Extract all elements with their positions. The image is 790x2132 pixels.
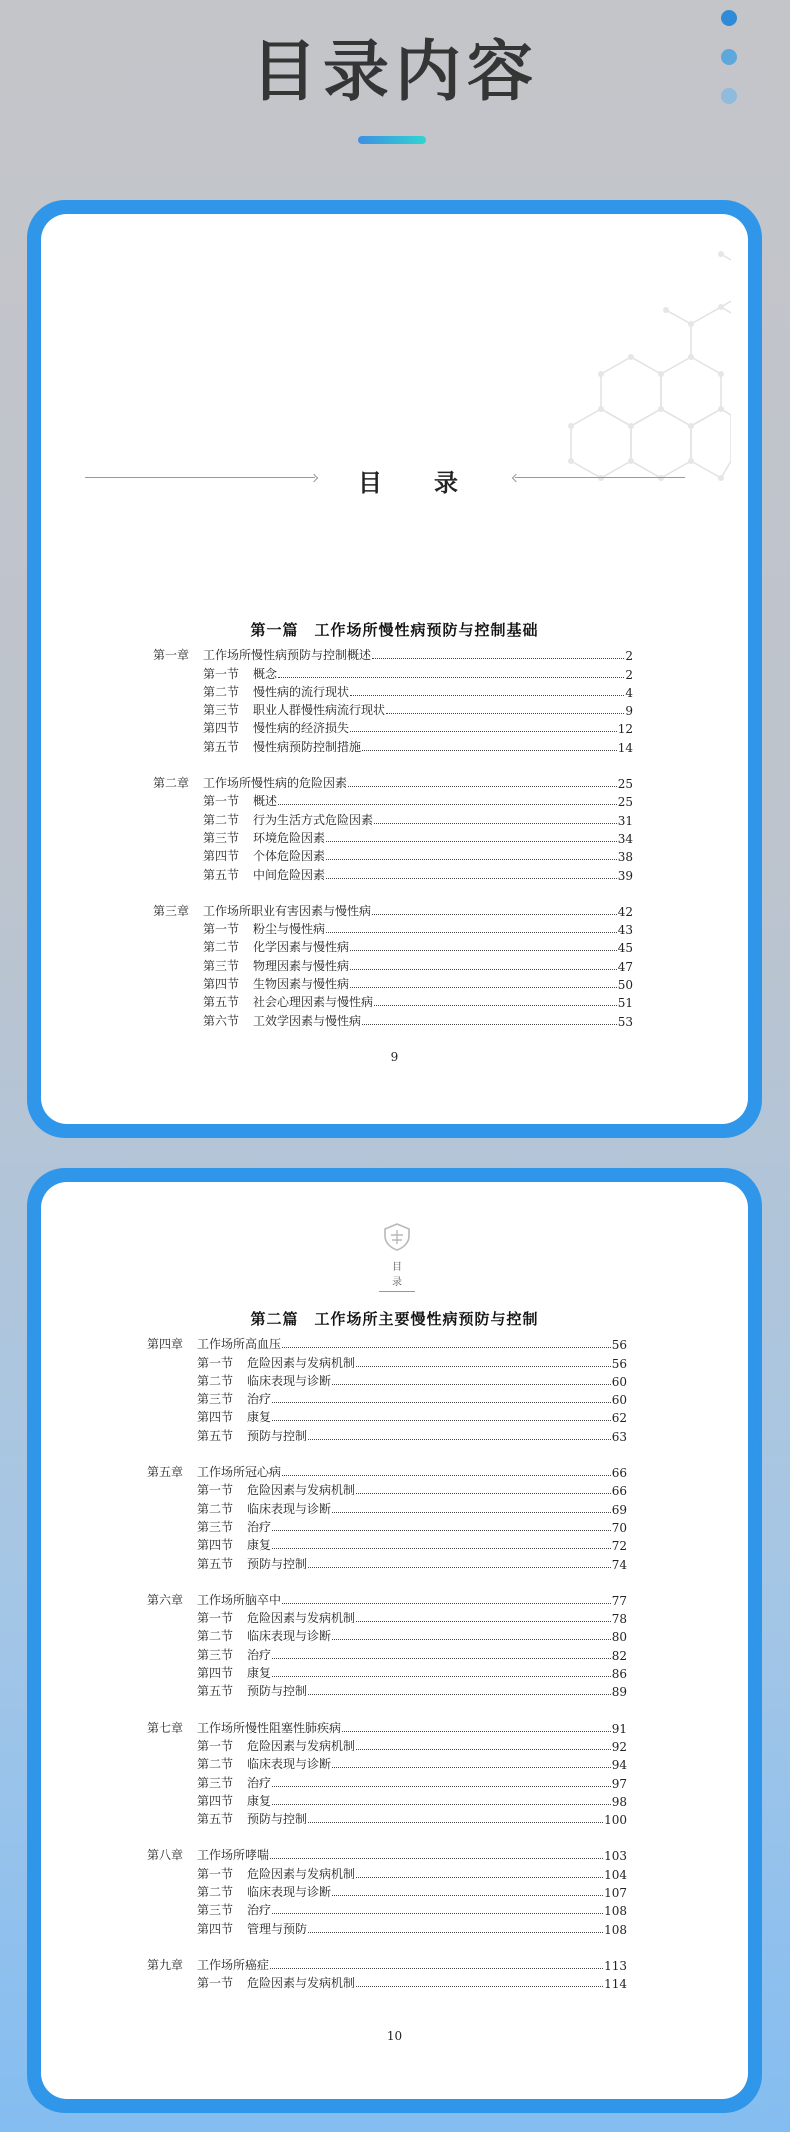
toc-section-entry <box>147 1973 627 1991</box>
toc-section-entry <box>153 974 633 992</box>
section-title: 慢性病的经济损失 <box>253 721 350 736</box>
section-label: 第二节 <box>203 812 240 827</box>
section-page: 92 <box>611 1739 627 1754</box>
section-title: 临床表现与诊断 <box>247 1885 332 1900</box>
section-label: 第一节 <box>203 666 240 681</box>
section-page: 50 <box>617 978 633 993</box>
toc-list <box>153 645 633 1047</box>
section-page: 82 <box>611 1648 627 1663</box>
dot-leader <box>272 1804 611 1805</box>
section-page: 100 <box>604 1813 627 1828</box>
section-title: 粉尘与慢性病 <box>253 922 326 937</box>
section-label: 第三节 <box>197 1775 234 1790</box>
chapter-page: 56 <box>611 1338 627 1353</box>
toc-page-card-2 <box>27 1168 762 2113</box>
toc-section-entry <box>153 992 633 1010</box>
chapter-title: 工作场所慢性病的危险因素 <box>203 776 348 791</box>
section-page: 62 <box>611 1411 627 1426</box>
chapter-page: 113 <box>604 1958 627 1973</box>
section-page: 39 <box>617 868 633 883</box>
toc-section-entry <box>147 1371 627 1389</box>
toc-chapter-group <box>147 1462 627 1572</box>
decor-dot <box>721 88 737 104</box>
section-title: 治疗 <box>247 1519 272 1534</box>
dot-leader <box>332 1384 611 1385</box>
toc-section-entry <box>147 1663 627 1681</box>
section-label: 第二节 <box>203 684 240 699</box>
dot-leader <box>272 1676 611 1677</box>
dot-leader <box>386 713 624 714</box>
chapter-title: 工作场所高血压 <box>197 1337 282 1352</box>
section-label: 第三节 <box>197 1392 234 1407</box>
section-title: 管理与预防 <box>247 1921 308 1936</box>
dot-leader <box>326 841 617 842</box>
toc-chapter-group <box>147 1334 627 1444</box>
dot-leader <box>282 1475 611 1476</box>
dot-leader <box>278 677 624 678</box>
section-page: 72 <box>611 1539 627 1554</box>
section-page: 25 <box>617 795 633 810</box>
toc-section-entry <box>147 1809 627 1827</box>
section-page: 80 <box>611 1630 627 1645</box>
toc-chapter-group <box>147 1717 627 1827</box>
emblem-rule <box>379 1291 415 1292</box>
toc-section-entry <box>147 1644 627 1662</box>
section-page: 51 <box>617 996 633 1011</box>
section-title: 概念 <box>253 666 278 681</box>
section-page: 97 <box>611 1776 627 1791</box>
section-title: 临床表现与诊断 <box>247 1757 332 1772</box>
section-page: 107 <box>604 1886 627 1901</box>
section-page: 2 <box>625 667 633 682</box>
section-title: 化学因素与慢性病 <box>253 940 350 955</box>
toc-section-entry <box>153 663 633 681</box>
section-page: 94 <box>611 1758 627 1773</box>
section-page: 53 <box>617 1014 633 1029</box>
toc-section-entry <box>147 1681 627 1699</box>
dot-leader <box>374 1005 617 1006</box>
decor-dot <box>721 10 737 26</box>
section-label: 第三节 <box>203 958 240 973</box>
toc-heading: 目 录 <box>358 469 472 497</box>
section-page: 43 <box>617 923 633 938</box>
dot-leader <box>374 823 617 824</box>
toc-section-entry <box>153 1010 633 1028</box>
toc-chapter-entry <box>147 1462 627 1480</box>
dot-leader <box>332 1512 611 1513</box>
section-label: 第五节 <box>203 867 240 882</box>
section-label: 第一节 <box>203 922 240 937</box>
part-title: 第二篇 工作场所主要慢性病预防与控制 <box>250 1310 539 1328</box>
toc-section-entry <box>153 955 633 973</box>
section-page: 89 <box>611 1685 627 1700</box>
dot-leader <box>350 969 617 970</box>
section-title: 临床表现与诊断 <box>247 1629 332 1644</box>
toc-chapter-entry <box>147 1717 627 1735</box>
toc-section-entry <box>147 1772 627 1790</box>
section-page: 47 <box>617 959 633 974</box>
section-label: 第四节 <box>203 977 240 992</box>
section-page: 69 <box>611 1502 627 1517</box>
heading-rule-left <box>85 477 315 478</box>
toc-section-entry <box>147 1407 627 1425</box>
page-number: 9 <box>390 1050 399 1064</box>
toc-section-entry <box>153 937 633 955</box>
section-title: 治疗 <box>247 1903 272 1918</box>
section-label: 第二节 <box>203 940 240 955</box>
heading-rule-right <box>515 477 685 478</box>
section-label: 第六节 <box>203 1013 240 1028</box>
section-page: 63 <box>611 1429 627 1444</box>
toc-section-entry <box>147 1352 627 1370</box>
section-page: 98 <box>611 1794 627 1809</box>
chapter-label: 第一章 <box>153 648 190 663</box>
dot-leader <box>272 1913 603 1914</box>
dot-leader <box>350 695 624 696</box>
section-page: 78 <box>611 1612 627 1627</box>
section-title: 危险因素与发病机制 <box>247 1611 356 1626</box>
chapter-title: 工作场所冠心病 <box>197 1465 282 1480</box>
section-title: 预防与控制 <box>247 1556 308 1571</box>
toc-section-entry <box>147 1480 627 1498</box>
dot-leader <box>272 1420 611 1421</box>
chapter-title: 工作场所癌症 <box>197 1957 270 1972</box>
dot-leader <box>342 1731 611 1732</box>
dot-leader <box>362 1024 617 1025</box>
chapter-title: 工作场所脑卒中 <box>197 1592 282 1607</box>
section-title: 危险因素与发病机制 <box>247 1355 356 1370</box>
section-label: 第一节 <box>203 794 240 809</box>
section-title: 生物因素与慢性病 <box>253 977 350 992</box>
section-label: 第一节 <box>197 1976 234 1991</box>
chapter-page: 77 <box>611 1593 627 1608</box>
toc-chapter-group <box>153 901 633 1029</box>
book-emblem <box>377 1222 417 1292</box>
toc-section-entry <box>147 1535 627 1553</box>
dot-leader <box>278 804 617 805</box>
section-label: 第五节 <box>197 1556 234 1571</box>
dot-leader <box>270 1968 603 1969</box>
section-title: 慢性病预防控制措施 <box>253 739 362 754</box>
section-page: 34 <box>617 831 633 846</box>
toc-section-entry <box>147 1608 627 1626</box>
section-title: 职业人群慢性病流行现状 <box>253 703 386 718</box>
section-page: 74 <box>611 1557 627 1572</box>
toc-section-entry <box>153 700 633 718</box>
section-label: 第二节 <box>197 1629 234 1644</box>
toc-page-2 <box>41 1182 748 2099</box>
toc-section-entry <box>147 1882 627 1900</box>
section-label: 第四节 <box>197 1666 234 1681</box>
toc-chapter-group <box>147 1955 627 1992</box>
section-title: 工效学因素与慢性病 <box>253 1013 362 1028</box>
toc-section-entry <box>153 846 633 864</box>
section-title: 危险因素与发病机制 <box>247 1976 356 1991</box>
chapter-title: 工作场所哮喘 <box>197 1848 270 1863</box>
section-title: 治疗 <box>247 1647 272 1662</box>
dot-leader <box>362 750 617 751</box>
section-page: 31 <box>617 813 633 828</box>
emblem-icon <box>382 1222 412 1252</box>
dot-leader <box>356 1986 603 1987</box>
dot-leader <box>272 1658 611 1659</box>
section-page: 60 <box>611 1393 627 1408</box>
section-label: 第四节 <box>197 1410 234 1425</box>
chapter-title: 工作场所慢性阻塞性肺疾病 <box>197 1720 342 1735</box>
dot-leader <box>308 1822 603 1823</box>
toc-chapter-entry <box>153 773 633 791</box>
title-accent-bar <box>358 136 426 144</box>
toc-section-entry <box>147 1900 627 1918</box>
section-title: 临床表现与诊断 <box>247 1501 332 1516</box>
dot-leader <box>308 1932 603 1933</box>
chapter-label: 第九章 <box>147 1957 184 1972</box>
section-label: 第三节 <box>197 1519 234 1534</box>
dot-leader <box>332 1767 611 1768</box>
section-label: 第一节 <box>197 1355 234 1370</box>
section-title: 康复 <box>247 1538 272 1553</box>
section-page: 56 <box>611 1356 627 1371</box>
toc-chapter-group <box>153 773 633 883</box>
section-title: 危险因素与发病机制 <box>247 1483 356 1498</box>
toc-section-entry <box>147 1863 627 1881</box>
toc-section-entry <box>153 736 633 754</box>
hexagon-pattern-icon <box>541 244 731 484</box>
toc-section-entry <box>153 791 633 809</box>
section-label: 第一节 <box>197 1611 234 1626</box>
section-title: 康复 <box>247 1410 272 1425</box>
section-label: 第五节 <box>203 739 240 754</box>
section-label: 第二节 <box>197 1501 234 1516</box>
dot-leader <box>356 1493 611 1494</box>
chapter-label: 第五章 <box>147 1465 184 1480</box>
section-page: 9 <box>625 704 633 719</box>
section-page: 45 <box>617 941 633 956</box>
section-title: 个体危险因素 <box>253 849 326 864</box>
dot-leader <box>272 1548 611 1549</box>
toc-page-1 <box>41 214 748 1124</box>
chapter-page: 91 <box>611 1721 627 1736</box>
section-label: 第四节 <box>197 1538 234 1553</box>
chapter-title: 工作场所职业有害因素与慢性病 <box>203 903 372 918</box>
dot-leader <box>356 1621 611 1622</box>
section-page: 86 <box>611 1667 627 1682</box>
toc-chapter-entry <box>153 645 633 663</box>
toc-section-entry <box>153 864 633 882</box>
section-page: 66 <box>611 1484 627 1499</box>
chapter-page: 25 <box>617 777 633 792</box>
part-title: 第一篇 工作场所慢性病预防与控制基础 <box>250 621 539 639</box>
section-page: 4 <box>625 685 633 700</box>
toc-section-entry <box>147 1626 627 1644</box>
toc-section-entry <box>147 1918 627 1936</box>
section-page: 70 <box>611 1520 627 1535</box>
section-title: 康复 <box>247 1666 272 1681</box>
dot-leader <box>308 1694 611 1695</box>
dot-leader <box>270 1858 603 1859</box>
decor-dot <box>721 49 737 65</box>
section-title: 物理因素与慢性病 <box>253 958 350 973</box>
dot-leader <box>332 1895 603 1896</box>
section-title: 康复 <box>247 1793 272 1808</box>
dot-leader <box>332 1639 611 1640</box>
section-label: 第四节 <box>203 849 240 864</box>
dot-leader <box>356 1877 603 1878</box>
toc-chapter-entry <box>147 1334 627 1352</box>
section-title: 临床表现与诊断 <box>247 1373 332 1388</box>
toc-section-entry <box>153 809 633 827</box>
chapter-page: 66 <box>611 1466 627 1481</box>
dot-leader <box>350 950 617 951</box>
dot-leader <box>372 658 624 659</box>
dot-leader <box>272 1530 611 1531</box>
section-title: 危险因素与发病机制 <box>247 1738 356 1753</box>
section-label: 第三节 <box>203 703 240 718</box>
toc-chapter-group <box>147 1845 627 1936</box>
toc-chapter-group <box>147 1590 627 1700</box>
dot-leader <box>372 914 617 915</box>
section-label: 第三节 <box>197 1647 234 1662</box>
section-page: 60 <box>611 1374 627 1389</box>
dot-leader <box>326 932 617 933</box>
section-label: 第五节 <box>197 1684 234 1699</box>
section-label: 第五节 <box>197 1812 234 1827</box>
dot-leader <box>326 859 617 860</box>
chapter-page: 2 <box>625 649 633 664</box>
dot-leader <box>272 1402 611 1403</box>
toc-section-entry <box>153 682 633 700</box>
section-page: 14 <box>617 740 633 755</box>
section-title: 治疗 <box>247 1775 272 1790</box>
toc-list <box>147 1334 627 2009</box>
section-title: 环境危险因素 <box>253 830 326 845</box>
chapter-page: 42 <box>617 904 633 919</box>
section-title: 预防与控制 <box>247 1428 308 1443</box>
section-label: 第三节 <box>203 830 240 845</box>
toc-chapter-group <box>153 645 633 755</box>
toc-section-entry <box>147 1553 627 1571</box>
dot-leader <box>308 1567 611 1568</box>
toc-section-entry <box>147 1389 627 1407</box>
dot-leader <box>308 1439 611 1440</box>
page-number: 10 <box>386 2029 403 2043</box>
section-title: 社会心理因素与慢性病 <box>253 995 374 1010</box>
chapter-title: 工作场所慢性病预防与控制概述 <box>203 648 372 663</box>
dot-leader <box>356 1749 611 1750</box>
emblem-label: 目 录 <box>392 1262 408 1288</box>
section-title: 危险因素与发病机制 <box>247 1866 356 1881</box>
section-page: 114 <box>604 1977 627 1992</box>
dot-leader <box>350 731 617 732</box>
toc-section-entry <box>147 1754 627 1772</box>
chapter-label: 第四章 <box>147 1337 184 1352</box>
section-label: 第一节 <box>197 1483 234 1498</box>
section-label: 第二节 <box>197 1373 234 1388</box>
toc-section-entry <box>153 718 633 736</box>
toc-chapter-entry <box>147 1590 627 1608</box>
chapter-label: 第二章 <box>153 776 190 791</box>
dot-leader <box>348 786 617 787</box>
section-label: 第四节 <box>203 721 240 736</box>
toc-section-entry <box>147 1736 627 1754</box>
toc-section-entry <box>147 1425 627 1443</box>
section-page: 38 <box>617 850 633 865</box>
dot-leader <box>350 987 617 988</box>
toc-chapter-entry <box>153 901 633 919</box>
toc-section-entry <box>153 919 633 937</box>
section-title: 慢性病的流行现状 <box>253 684 350 699</box>
section-label: 第五节 <box>203 995 240 1010</box>
section-label: 第一节 <box>197 1738 234 1753</box>
toc-heading-row <box>85 463 685 497</box>
chapter-page: 103 <box>604 1849 627 1864</box>
section-title: 概述 <box>253 794 278 809</box>
section-title: 行为生活方式危险因素 <box>253 812 374 827</box>
section-label: 第四节 <box>197 1793 234 1808</box>
section-label: 第五节 <box>197 1428 234 1443</box>
dot-leader <box>356 1366 611 1367</box>
section-label: 第二节 <box>197 1885 234 1900</box>
toc-page-card-1 <box>27 200 762 1138</box>
section-title: 预防与控制 <box>247 1684 308 1699</box>
section-title: 预防与控制 <box>247 1812 308 1827</box>
dot-leader <box>326 878 617 879</box>
dot-leader <box>282 1347 611 1348</box>
toc-section-entry <box>153 828 633 846</box>
section-title: 中间危险因素 <box>253 867 326 882</box>
section-page: 108 <box>604 1904 627 1919</box>
chapter-label: 第八章 <box>147 1848 184 1863</box>
toc-section-entry <box>147 1517 627 1535</box>
toc-chapter-entry <box>147 1845 627 1863</box>
toc-chapter-entry <box>147 1955 627 1973</box>
section-label: 第一节 <box>197 1866 234 1881</box>
section-label: 第三节 <box>197 1903 234 1918</box>
section-label: 第四节 <box>197 1921 234 1936</box>
dot-leader <box>272 1786 611 1787</box>
section-page: 12 <box>617 722 633 737</box>
dot-leader <box>282 1603 611 1604</box>
section-page: 104 <box>604 1867 627 1882</box>
chapter-label: 第七章 <box>147 1720 184 1735</box>
page-title: 目录内容 <box>251 33 539 110</box>
section-label: 第二节 <box>197 1757 234 1772</box>
chapter-label: 第三章 <box>153 903 190 918</box>
section-page: 108 <box>604 1922 627 1937</box>
toc-section-entry <box>147 1498 627 1516</box>
section-title: 治疗 <box>247 1392 272 1407</box>
toc-section-entry <box>147 1791 627 1809</box>
chapter-label: 第六章 <box>147 1592 184 1607</box>
